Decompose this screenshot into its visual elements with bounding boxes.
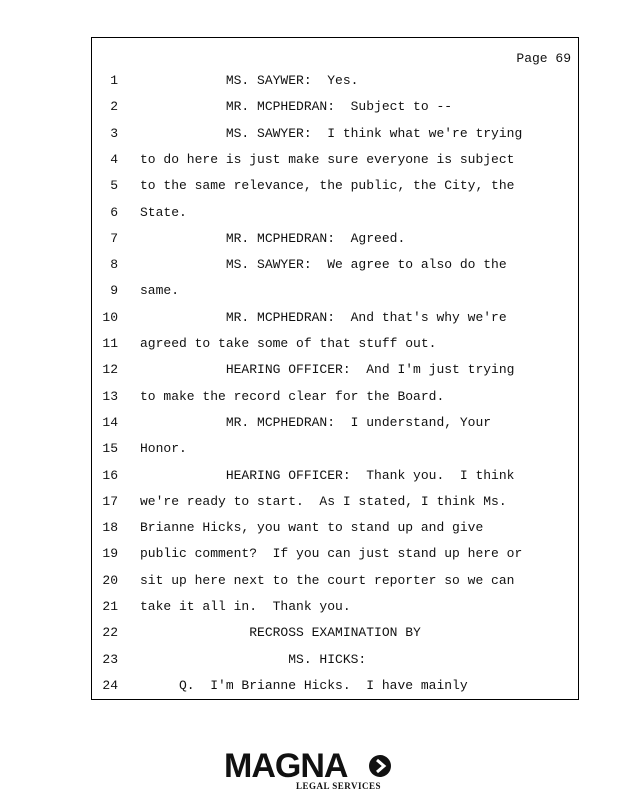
line-number: 5	[110, 178, 118, 194]
line-number: 18	[102, 520, 118, 536]
line-text: RECROSS EXAMINATION BY	[140, 625, 421, 641]
line-text: State.	[140, 204, 187, 220]
transcript-page	[91, 37, 579, 700]
line-text: MS. SAYWER: Yes.	[140, 73, 359, 88]
line-text: HEARING OFFICER: And I'm just trying	[140, 362, 515, 378]
line-text: HEARING OFFICER: Thank you. I think	[140, 467, 515, 483]
logo-subtitle: LEGAL SERVICES	[296, 781, 381, 791]
line-text: MR. MCPHEDRAN: Subject to --	[140, 99, 453, 115]
line-text: MS. SAWYER: We agree to also do the	[140, 257, 507, 273]
transcript-line	[92, 388, 578, 406]
transcript-line	[92, 98, 578, 116]
line-number: 8	[110, 257, 118, 273]
line-text: to do here is just make sure everyone is subject	[140, 151, 515, 167]
line-text: we're ready to start. As I stated, I think Ms.	[140, 493, 507, 509]
line-number: 24	[102, 677, 118, 693]
chevron-right-circle-icon	[368, 754, 392, 778]
transcript-line	[92, 598, 578, 616]
line-number: 16	[102, 467, 118, 483]
line-text: to the same relevance, the public, the City, the	[140, 178, 515, 194]
line-text: Brianne Hicks, you want to stand up and give	[140, 520, 484, 536]
line-text: MR. MCPHEDRAN: And that's why we're	[140, 309, 507, 325]
line-text: same.	[140, 283, 180, 299]
transcript-line	[92, 545, 578, 563]
line-number: 22	[102, 625, 118, 641]
line-number: 14	[102, 414, 118, 430]
transcript-line	[92, 309, 578, 327]
line-text: sit up here next to the court reporter so we can	[140, 572, 515, 588]
line-number: 7	[110, 230, 118, 246]
line-number: 1	[110, 73, 118, 88]
line-number: 2	[110, 99, 118, 115]
line-text: agreed to take some of that stuff out.	[140, 336, 437, 351]
line-text: Q. I'm Brianne Hicks. I have mainly	[140, 677, 468, 693]
line-number: 17	[102, 493, 118, 509]
line-number: 20	[102, 572, 118, 588]
line-text: MR. MCPHEDRAN: Agreed.	[140, 230, 406, 246]
transcript-line	[92, 519, 578, 537]
transcript-line	[92, 177, 578, 195]
line-text: public comment? If you can just stand up here or	[140, 546, 523, 562]
transcript-line	[92, 204, 578, 222]
magna-logo	[224, 748, 404, 794]
line-number: 6	[110, 204, 118, 220]
line-number: 23	[102, 651, 118, 667]
transcript-line	[92, 677, 578, 695]
transcript-line	[92, 125, 578, 143]
line-number: 9	[110, 283, 118, 299]
transcript-line	[92, 572, 578, 590]
line-text: take it all in. Thank you.	[140, 599, 351, 614]
transcript-line	[92, 467, 578, 485]
line-text: Honor.	[140, 441, 187, 457]
line-text: MS. SAWYER: I think what we're trying	[140, 125, 523, 141]
transcript-line	[92, 282, 578, 300]
transcript-line	[92, 335, 578, 353]
transcript-line	[92, 414, 578, 432]
line-number: 4	[110, 151, 118, 167]
line-number: 10	[102, 309, 118, 325]
line-number: 3	[110, 125, 118, 141]
line-number: 21	[102, 599, 118, 614]
transcript-line	[92, 651, 578, 669]
line-number: 15	[102, 441, 118, 457]
line-number: 12	[102, 362, 118, 378]
logo-wordmark: MAGNA	[224, 747, 348, 785]
transcript-line	[92, 361, 578, 379]
transcript-line	[92, 624, 578, 642]
page-number: Page 69	[516, 51, 571, 66]
transcript-line	[92, 230, 578, 248]
transcript-line	[92, 493, 578, 511]
transcript-line	[92, 440, 578, 458]
line-number: 13	[102, 388, 118, 404]
line-text: MS. HICKS:	[140, 651, 367, 667]
transcript-line	[92, 151, 578, 169]
line-text: MR. MCPHEDRAN: I understand, Your	[140, 414, 492, 430]
transcript-line	[92, 72, 578, 90]
line-number: 11	[102, 336, 118, 351]
line-number: 19	[102, 546, 118, 562]
line-text: to make the record clear for the Board.	[140, 388, 445, 404]
transcript-line	[92, 256, 578, 274]
